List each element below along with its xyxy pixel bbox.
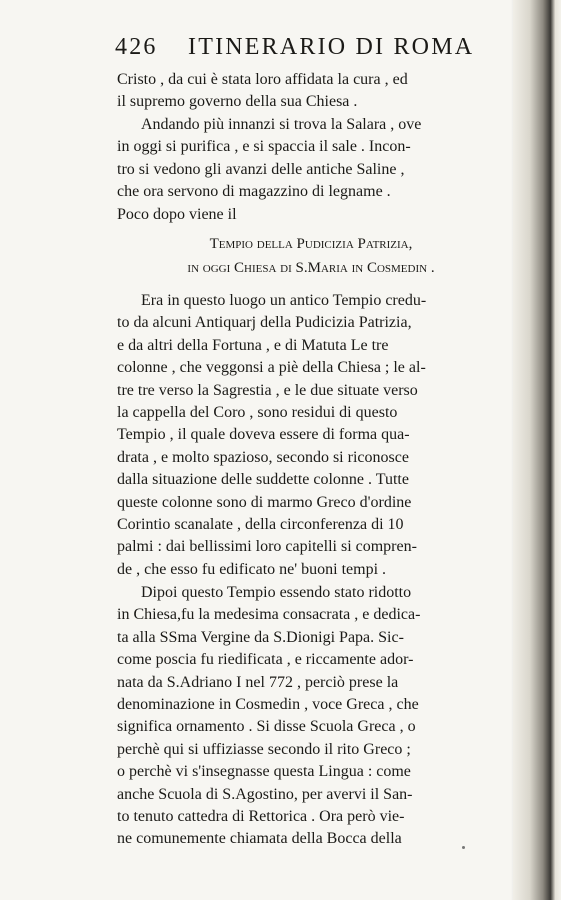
text-line: dalla situazione delle suddette colonne . Tutte [117,471,409,489]
text-line: come poscia fu riedificata , e riccamente ador- [117,651,414,669]
text-line: Andando più innanzi si trova la Salara , ove [141,116,422,133]
paragraph-chiesa [117,582,505,851]
text-line: palmi : dai bellissimi loro capitelli si compren- [117,538,417,556]
text-line: significa ornamento . Si disse Scuola Greca , o [117,718,416,736]
text-line: denominazione in Cosmedin , voce Greca , che [117,696,419,714]
text-line: ta alla SSma Vergine da S.Dionigi Papa. Sic- [117,628,404,646]
page-header [115,30,515,64]
text-line: drata , e molto spazioso, secondo si riconosce [117,448,409,466]
text-line: Cristo , da cui è stata loro affidata la cura , ed [117,71,408,88]
text-line: to da alcuni Antiquarj della Pudicizia Patrizia, [117,314,412,332]
text-line: in oggi si purifica , e si spaccia il sale . Incon- [117,138,411,156]
text-line: Dipoi questo Tempio essendo stato ridotto [141,584,412,601]
text-line: tre tre verso la Sagrestia , e le due situate verso [117,381,418,399]
text-line: Era in questo luogo un antico Tempio credu- [141,292,427,309]
text-line: nata da S.Adriano I nel 772 , perciò prese la [117,673,399,691]
text-line: anche Scuola di S.Agostino, per avervi il San- [117,785,413,803]
ink-speck [462,846,465,849]
text-line: e da altri della Fortuna , e di Matuta Le tre [117,336,389,354]
page-number: 426 [115,34,158,60]
paragraph-tempio [117,290,505,581]
text-line: o perchè vi s'insegnasse questa Lingua : come [117,763,411,781]
section-heading [117,232,505,280]
heading-line: in oggi Chiesa di S.Maria in Cosmedin . [187,260,435,276]
text-line: Tempio , il quale doveva essere di forma qua- [117,426,410,444]
text-line: tro si vedono gli avanzi delle antiche Saline , [117,160,405,178]
text-line: ne comunemente chiamata della Bocca della [117,830,402,848]
text-line: che ora servono di magazzino di legname . [117,183,391,201]
text-line: colonne , che veggonsi a piè della Chiesa ; le al- [117,359,426,377]
text-line: la cappella del Coro , sono residui di questo [117,404,398,422]
paragraph-salara [117,114,505,226]
paragraph-continuation [117,69,505,114]
running-title: ITINERARIO DI ROMA [188,34,475,60]
text-line: queste colonne sono di marmo Greco d'ordine [117,493,412,511]
book-binding-edge [513,0,561,900]
text-line: to tenuto cattedra di Rettorica . Ora però vie- [117,808,405,826]
text-line: in Chiesa,fu la medesima consacrata , e dedica- [117,606,421,624]
text-line: Corintio scanalate , della circonferenza di 10 [117,516,404,534]
text-line: Poco dopo viene il [117,205,237,223]
heading-line: Tempio della Pudicizia Patrizia, [209,236,413,252]
text-line: perchè qui si uffiziasse secondo il rito Greco ; [117,740,411,758]
text-line: de , che esso fu edificato ne' buoni tempi . [117,560,387,578]
text-line: il supremo governo della sua Chiesa . [117,93,358,111]
